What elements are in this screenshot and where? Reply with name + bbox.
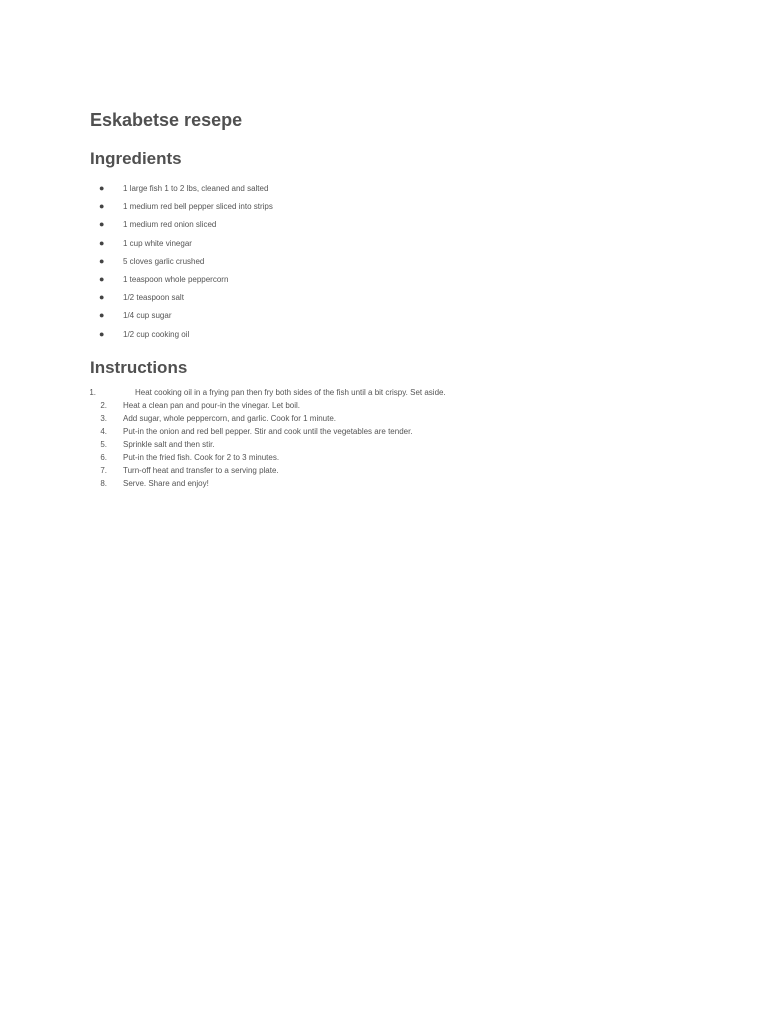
step-number: 7. (100, 466, 107, 475)
step-text: Serve. Share and enjoy! (123, 479, 209, 488)
step-number: 4. (100, 427, 107, 436)
step-number: 5. (100, 440, 107, 449)
step-number: 3. (100, 414, 107, 423)
instructions-heading: Instructions (90, 358, 188, 377)
ingredient-text: 1/4 cup sugar (123, 311, 172, 321)
bullet-icon: ● (99, 183, 105, 193)
bullet-icon: ● (99, 201, 105, 212)
bullet-icon: ● (99, 310, 105, 321)
bullet-icon: ● (99, 292, 105, 303)
step-number: 1. (89, 388, 96, 397)
ingredient-text: 1/2 cup cooking oil (123, 329, 190, 339)
ingredients-heading: Ingredients (90, 149, 182, 168)
ingredient-text: 1 cup white vinegar (123, 238, 192, 248)
bullet-icon: ● (99, 219, 105, 230)
bullet-icon: ● (99, 328, 105, 339)
step-number: 6. (100, 453, 107, 462)
ingredient-text: 1/2 teaspoon salt (123, 293, 184, 303)
step-text: Put-in the onion and red bell pepper. Stir and cook until the vegetables are tender. (123, 427, 413, 436)
ingredient-text: 1 medium red onion sliced (123, 220, 217, 230)
step-text: Heat a clean pan and pour-in the vinegar. Let boil. (123, 401, 301, 410)
step-number: 8. (100, 479, 107, 488)
bullet-icon: ● (99, 273, 105, 284)
bullet-icon: ● (99, 255, 105, 266)
step-text: Turn-off heat and transfer to a serving plate. (123, 466, 279, 475)
step-text: Heat cooking oil in a frying pan then fry both sides of the fish until a bit crispy. Set aside. (135, 388, 446, 397)
step-text: Add sugar, whole peppercorn, and garlic. Cook for 1 minute. (123, 414, 337, 423)
ingredient-text: 1 medium red bell pepper sliced into strips (123, 202, 273, 212)
page-title: Eskabetse resepe (90, 110, 243, 130)
step-number: 2. (100, 401, 107, 410)
step-text: Put-in the fried fish. Cook for 2 to 3 minutes. (123, 453, 280, 462)
step-text: Sprinkle salt and then stir. (123, 440, 215, 449)
ingredient-text: 1 large fish 1 to 2 lbs, cleaned and salted (123, 184, 269, 193)
ingredient-text: 5 cloves garlic crushed (123, 256, 205, 266)
ingredient-text: 1 teaspoon whole peppercorn (123, 274, 229, 284)
bullet-icon: ● (99, 237, 105, 248)
